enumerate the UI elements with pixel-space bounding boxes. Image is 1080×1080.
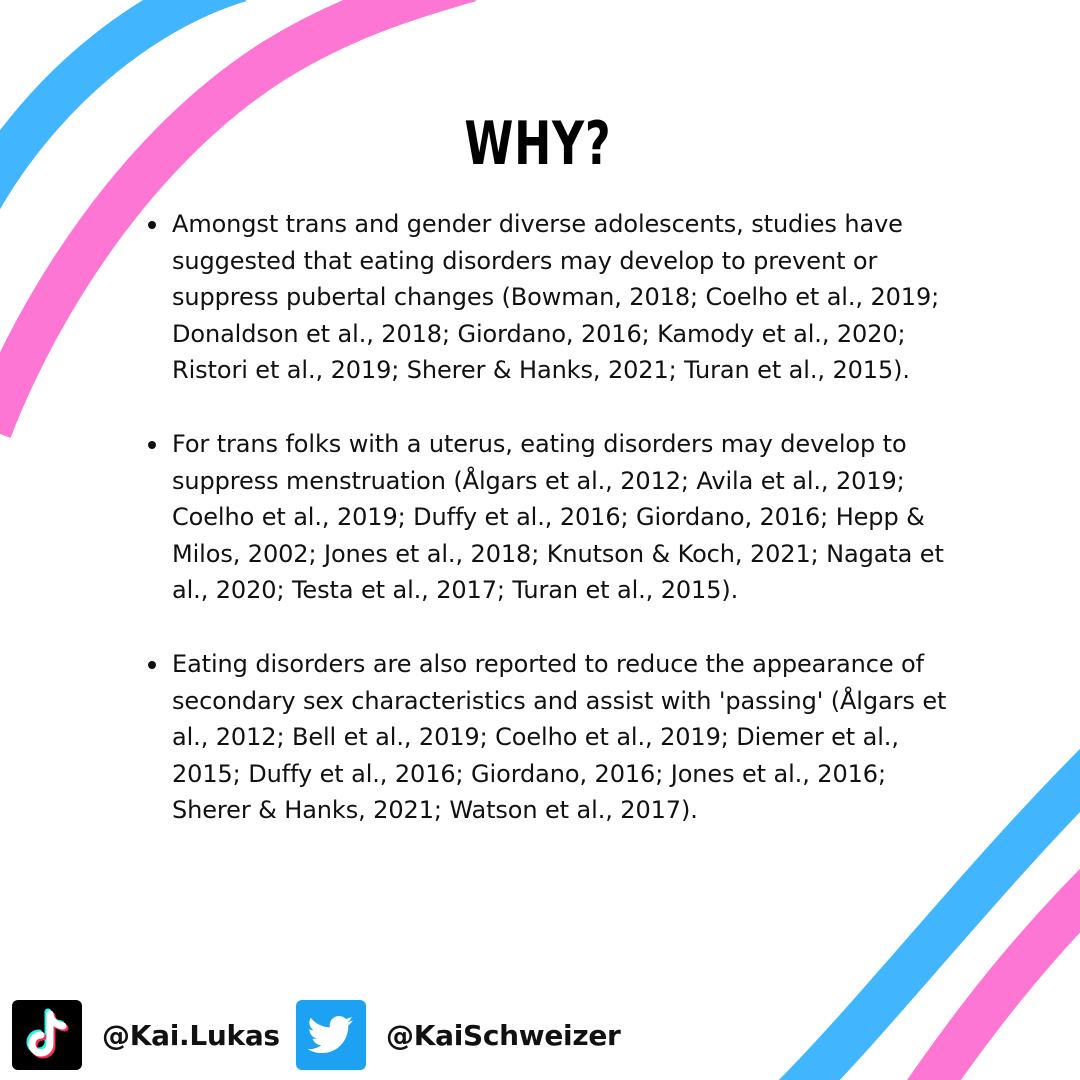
twitter-handle[interactable]: @KaiSchweizer xyxy=(386,1018,621,1052)
bullet-item xyxy=(145,426,957,609)
twitter-bird-glyph xyxy=(308,1016,354,1054)
bullet-item xyxy=(145,646,957,829)
bullet-item xyxy=(145,206,957,389)
twitter-bird-icon xyxy=(296,1000,366,1070)
bullet-dot-icon xyxy=(148,441,156,449)
bullet-text: Amongst trans and gender diverse adolescents, studies have suggested that eating disorders may develop to prevent or suppress pubertal changes (Bowman, 2018; Coelho et al., 2019; Donaldson et al., 2018; Giordano, 2016; Kamody et al., 2020; Ristori et al., 2019; Sherer & Hanks, 2021; Turan et al., 2015). xyxy=(172,210,940,385)
tiktok-note-glyph xyxy=(22,1008,72,1062)
bullet-text: For trans folks with a uterus, eating disorders may develop to suppress menstruation (Ålgars et al., 2012; Avila et al., 2019; Coelho et al., 2019; Duffy et al., 2016; Giordano, 2016; Hepp & Milos, 2002; Jones et al., 2018; Knutson & Koch, 2021; Nagata et al., 2020; Testa et al., 2017; Turan et al., 2015). xyxy=(172,429,944,605)
twitter-handle-group[interactable] xyxy=(296,1000,621,1070)
tiktok-handle-group[interactable] xyxy=(12,1000,280,1070)
bullet-dot-icon xyxy=(148,221,156,229)
tiktok-handle[interactable]: @Kai.Lukas xyxy=(102,1018,280,1052)
page-title: WHY? xyxy=(464,109,612,179)
bullet-list xyxy=(145,206,957,829)
bullet-text: Eating disorders are also reported to reduce the appearance of secondary sex characteristics and assist with 'passing' (Ålgars et al., 2012; Bell et al., 2019; Coelho et al., 2019; Diemer et al., 2015; Duffy et al., 2016; Giordano, 2016; Jones et al., 2016; Sherer & Hanks, 2021; Watson et al., 2017). xyxy=(172,649,947,825)
bullet-dot-icon xyxy=(148,661,156,669)
tiktok-icon xyxy=(12,1000,82,1070)
